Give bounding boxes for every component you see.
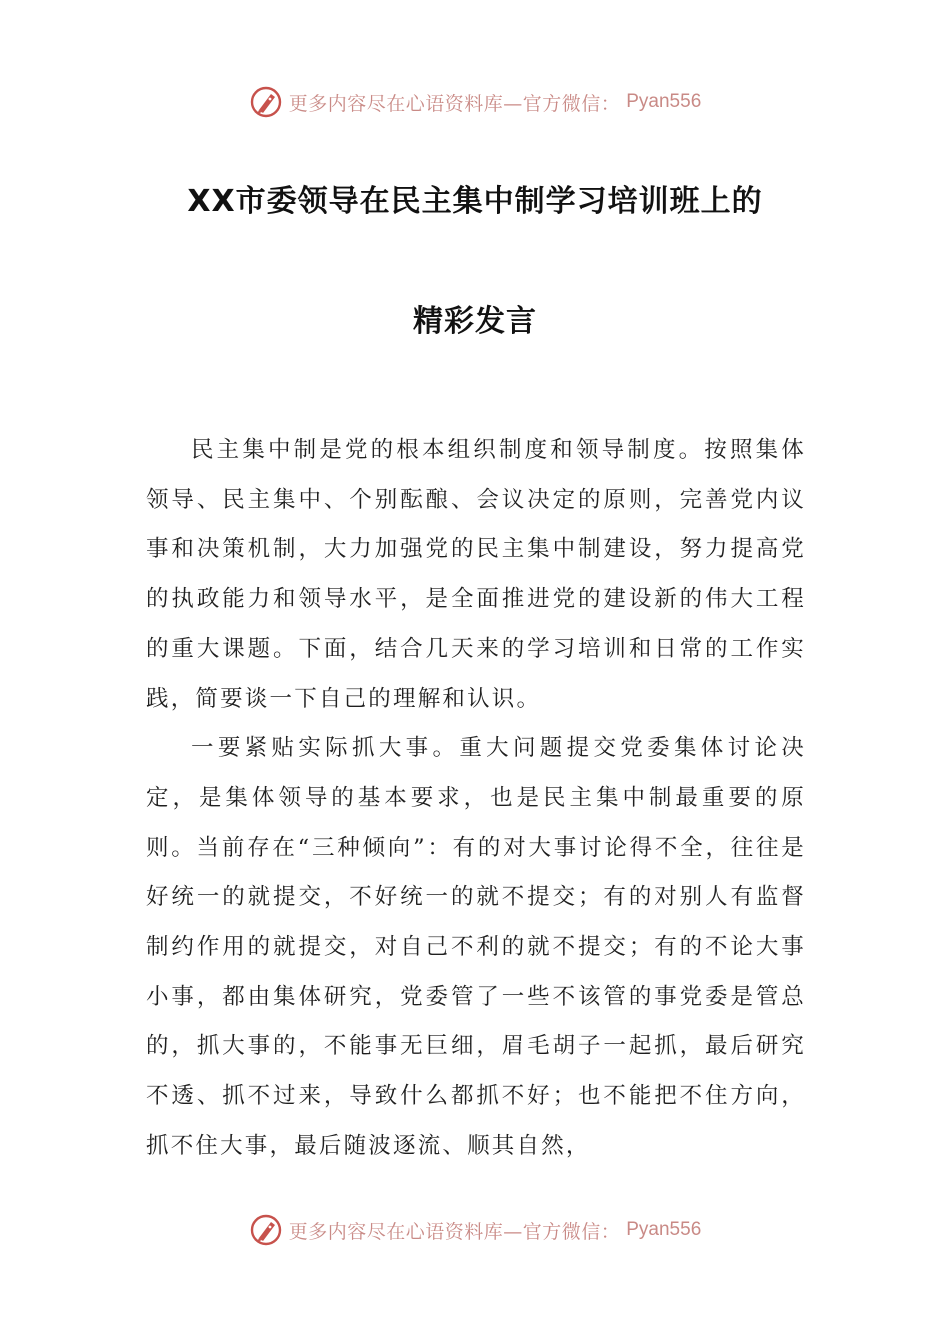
watermark-wechat-id: Pyan556 bbox=[626, 1219, 702, 1240]
body-paragraph-2: 一要紧贴实际抓大事。重大问题提交党委集体讨论决定，是集体领导的基本要求，也是民主集中制最重要的原则。当前存在“三种倾向”：有的对大事讨论得不全，往往是好统一的就提交，不好统一的就不提交；有的对别人有监督制约作用的就提交，对自己不利的就不提交；有的不论大事小事，都由集体研究，党委管了一些不该管的事党委是管总的，抓大事的，不能事无巨细，眉毛胡子一起抓，最后研究不透、抓不过来，导致什么都抓不好；也不能把不住方向，抓不住大事，最后随波逐流、顺其自然， bbox=[146, 735, 806, 1159]
document-title-line1: XX市委领导在民主集中制学习培训班上的 bbox=[187, 184, 763, 219]
watermark-text: 更多内容尽在心语资料库—官方微信： bbox=[288, 92, 621, 115]
pen-nib-logo-icon bbox=[249, 1213, 283, 1247]
watermark-text: 更多内容尽在心语资料库—官方微信： bbox=[288, 1220, 621, 1243]
header-watermark bbox=[0, 82, 950, 122]
pen-nib-logo-icon bbox=[249, 85, 283, 119]
document-title-line2: 精彩发言 bbox=[413, 304, 537, 339]
watermark-wechat-id: Pyan556 bbox=[626, 91, 702, 112]
footer-watermark bbox=[0, 1210, 950, 1250]
body-paragraph-1: 民主集中制是党的根本组织制度和领导制度。按照集体领导、民主集中、个别酝酿、会议决定的原则，完善党内议事和决策机制，大力加强党的民主集中制建设，努力提高党的执政能力和领导水平，是全面推进党的建设新的伟大工程的重大课题。下面，结合几天来的学习培训和日常的工作实践，简要谈一下自己的理解和认识。 bbox=[146, 437, 806, 712]
document-body bbox=[146, 426, 806, 1172]
